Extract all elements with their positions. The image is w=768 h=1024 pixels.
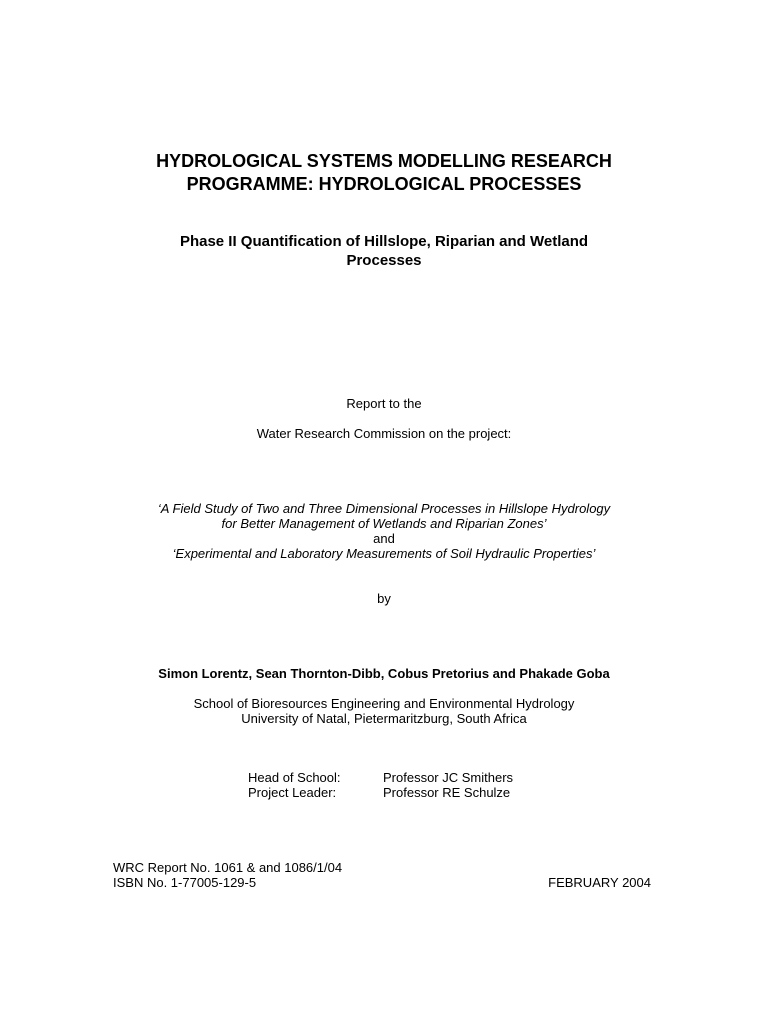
project-titles [0,501,768,561]
report-to-text: Report to the [346,396,422,411]
isbn-number: ISBN No. 1-77005-129-5 [113,875,257,890]
project-and: and [373,531,395,546]
head-of-school-label: Head of School: [248,770,341,785]
document-title [0,150,768,196]
affiliation-line-2: University of Natal, Pietermaritzburg, South Africa [241,711,527,726]
affiliation-line-1: School of Bioresources Engineering and Environmental Hydrology [193,696,575,711]
by-text: by [377,591,391,606]
wrc-report-number: WRC Report No. 1061 & and 1086/1/04 [113,860,343,875]
title-line-2: PROGRAMME: HYDROLOGICAL PROCESSES [186,174,582,194]
head-of-school-name: Professor JC Smithers [383,770,514,785]
commission-text: Water Research Commission on the project: [256,426,512,441]
subtitle-line-1: Phase II Quantification of Hillslope, Riparian and Wetland [179,233,589,250]
project-title-line-2: for Better Management of Wetlands and Riparian Zones’ [221,516,547,531]
authors: Simon Lorentz, Sean Thornton-Dibb, Cobus Pretorius and Phakade Goba [158,666,610,681]
project-leader-label: Project Leader: [248,785,337,800]
project-leader-name: Professor RE Schulze [383,785,511,800]
title-line-1: HYDROLOGICAL SYSTEMS MODELLING RESEARCH [156,151,612,171]
project-title-line-3: ‘Experimental and Laboratory Measurements of Soil Hydraulic Properties’ [172,546,596,561]
project-title-line-1: ‘A Field Study of Two and Three Dimensional Processes in Hillslope Hydrology [157,501,611,516]
affiliation [0,696,768,726]
subtitle-line-2: Processes [346,252,422,269]
report-date: FEBRUARY 2004 [548,875,651,890]
document-subtitle [0,232,768,270]
